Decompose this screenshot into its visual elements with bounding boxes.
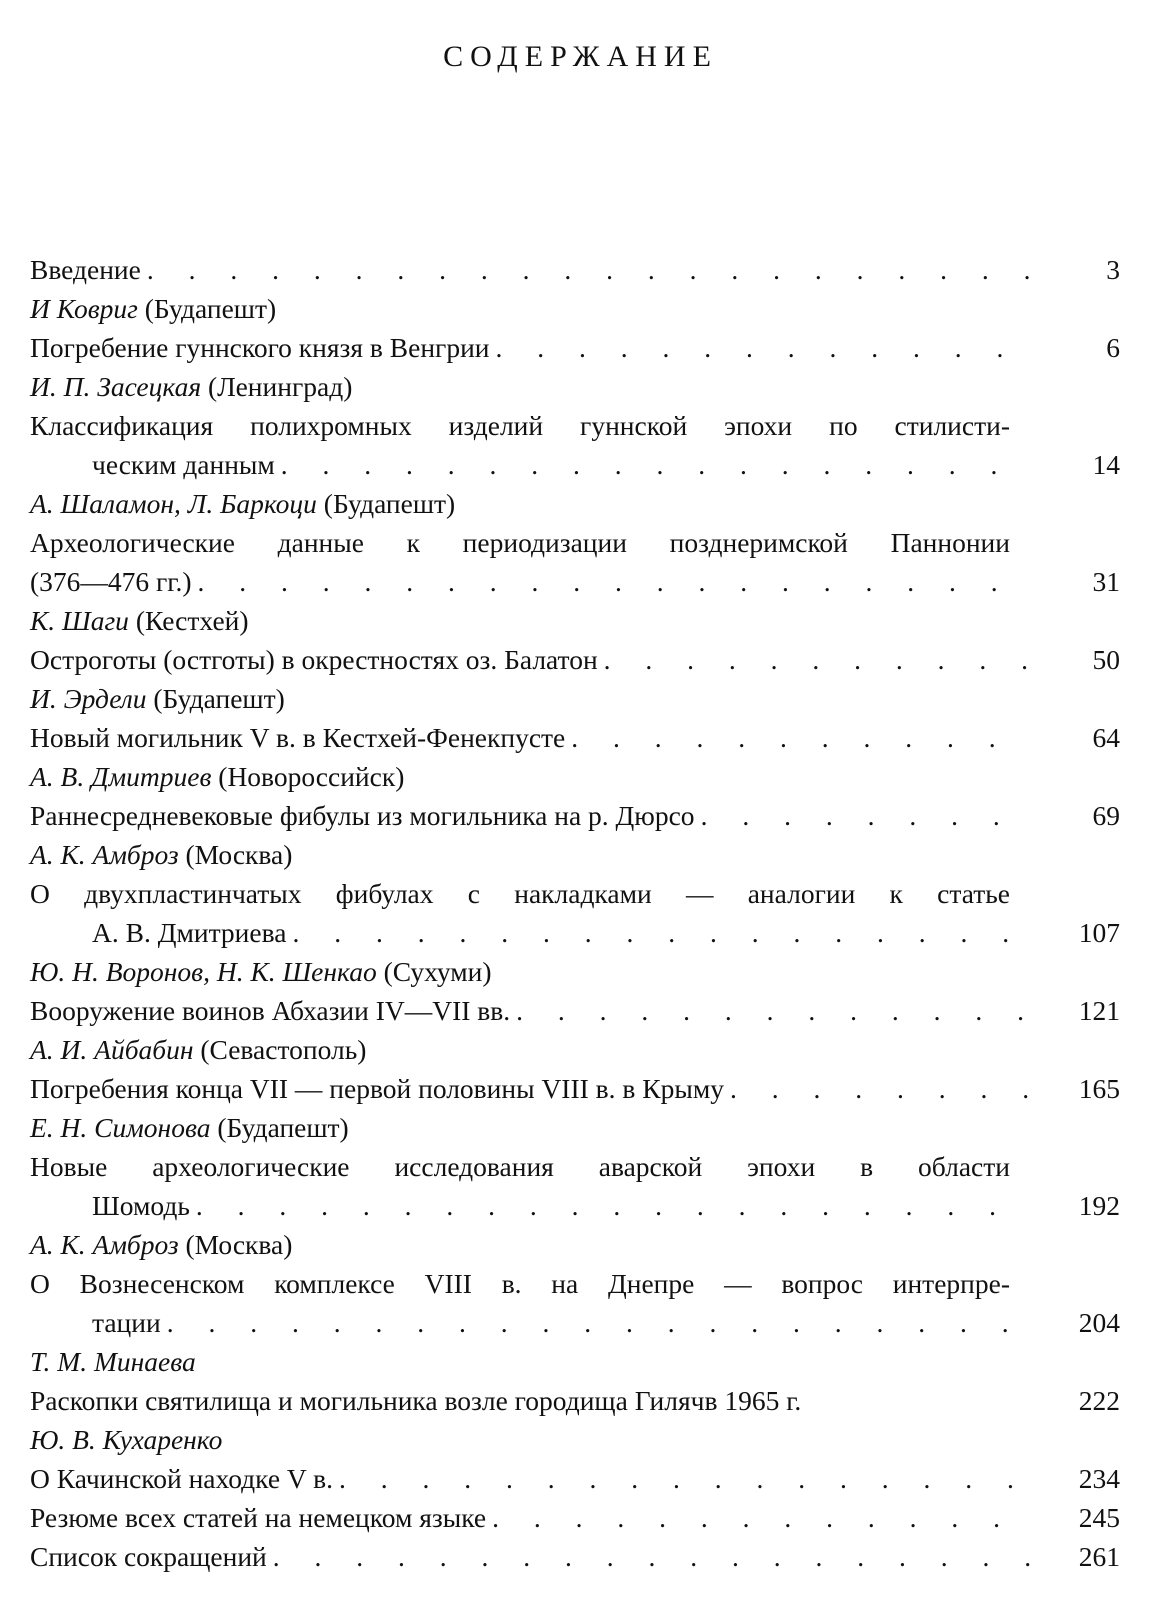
toc-page-number: 3: [1106, 254, 1120, 285]
toc-entry: [30, 1264, 1120, 1342]
toc-entry: [30, 796, 1120, 835]
toc-entry-summary: [30, 1498, 1120, 1537]
toc-entry-title-line1: Классификация полихромных изделий гуннской эпохи по стилисти-: [30, 410, 1010, 441]
toc-page-number: 222: [1078, 1385, 1120, 1416]
author-city: (Будапешт): [144, 293, 277, 324]
toc-author: А. Шаламон, Л. Баркоци (Будапешт): [30, 488, 456, 519]
author-city: (Кестхей): [135, 605, 249, 636]
toc-entry: [30, 523, 1120, 601]
leader-dots: [161, 1303, 1032, 1342]
toc-page-number: 31: [1092, 566, 1120, 597]
leader-dots: [192, 562, 1032, 601]
toc-entry-title-line1: О двухпластинчатых фибулах с накладками — аналогии к статье: [30, 878, 1010, 909]
toc-entry-title-line1: О Вознесенском комплексе VIII в. на Днепре — вопрос интерпре-: [30, 1268, 1010, 1299]
leader-dots: [598, 640, 1032, 679]
toc-page-number: 6: [1106, 332, 1120, 363]
toc-entry-intro: [30, 250, 1120, 289]
toc-entry-title: Раскопки святилища и могильника возле городища Гилячв 1965 г.: [30, 1385, 802, 1416]
toc-entry-title: Введение: [30, 254, 141, 285]
toc-page-number: 192: [1078, 1190, 1120, 1221]
toc-page-number: 121: [1078, 995, 1120, 1026]
page-title: СОДЕРЖАНИЕ: [443, 40, 718, 73]
toc-entry-title: Погребения конца VII — первой половины VIII в. в Крыму: [30, 1073, 724, 1104]
toc-entry-title: Новый могильник V в. в Кестхей-Фенекпусте: [30, 722, 566, 753]
toc-author: И. П. Засецкая (Ленинград): [30, 371, 353, 402]
toc-entry-title: Резюме всех статей на немецком языке: [30, 1502, 487, 1533]
leader-dots: [565, 718, 1032, 757]
toc-entry: [30, 1381, 1120, 1420]
toc-author: А. К. Амброз (Москва): [30, 839, 293, 870]
leader-dots: [267, 1537, 1032, 1576]
leader-dots: [333, 1459, 1032, 1498]
toc-author: А. И. Айбабин (Севастополь): [30, 1034, 367, 1065]
toc-page-number: 234: [1078, 1463, 1120, 1494]
leader-dots: [190, 1186, 1032, 1225]
toc-author: А. К. Амброз (Москва): [30, 1229, 293, 1260]
toc-author: Е. Н. Симонова (Будапешт): [30, 1112, 349, 1143]
toc-entry: [30, 874, 1120, 952]
author-city: (Сухуми): [383, 956, 492, 987]
toc-page-number: 50: [1092, 644, 1120, 675]
leader-dots: [286, 913, 1032, 952]
toc-entry-abbreviations: [30, 1537, 1120, 1576]
toc-page-number: 107: [1078, 917, 1120, 948]
toc-page-number: 64: [1092, 722, 1120, 753]
toc-entry-title: Погребение гуннского князя в Венгрии: [30, 332, 490, 363]
leader-dots: [490, 328, 1033, 367]
toc-entry: [30, 1147, 1120, 1225]
author-city: (Ленинград): [207, 371, 353, 402]
author-city: (Будапешт): [217, 1112, 349, 1143]
toc-entry-title: О Качинской находке V в.: [30, 1463, 334, 1494]
toc-entry: [30, 718, 1120, 757]
leader-dots: [486, 1498, 1032, 1537]
toc-entry-title-line1: Археологические данные к периодизации позднеримской Паннонии: [30, 527, 1010, 558]
leader-dots: [275, 445, 1032, 484]
toc-entry-title-line2: тации: [92, 1307, 161, 1338]
toc-entry-title-line2: (376—476 гг.): [30, 566, 192, 597]
toc-entry-title-line2: А. В. Дмитриева: [92, 917, 287, 948]
toc-author: Ю. В. Кухаренко: [30, 1424, 223, 1455]
toc-page-number: 69: [1092, 800, 1120, 831]
leader-dots: [695, 796, 1032, 835]
leader-dots: [510, 991, 1032, 1030]
toc-entry: [30, 1459, 1120, 1498]
author-city: (Будапешт): [153, 683, 285, 714]
toc-entry-title-line2: Шомодь: [92, 1190, 190, 1221]
toc-author: Т. М. Минаева: [30, 1346, 196, 1377]
author-city: (Москва): [185, 1229, 293, 1260]
toc-author: И. Эрдели (Будапешт): [30, 683, 285, 714]
toc-page-number: 261: [1078, 1541, 1120, 1572]
toc-page-number: 165: [1078, 1073, 1120, 1104]
toc-entry: [30, 640, 1120, 679]
toc-page-number: 14: [1092, 449, 1120, 480]
author-city: (Москва): [185, 839, 293, 870]
toc-entry: [30, 406, 1120, 484]
toc-entry-title-line2: ческим данным: [92, 449, 275, 480]
toc-entry: [30, 328, 1120, 367]
leader-dots: [141, 250, 1032, 289]
toc-author: К. Шаги (Кестхей): [30, 605, 249, 636]
leader-dots: [724, 1069, 1032, 1108]
toc-entry: [30, 991, 1120, 1030]
toc-author: И Ковриг (Будапешт): [30, 293, 277, 324]
toc-author: А. В. Дмитриев (Новороссийск): [30, 761, 405, 792]
toc-entry-title: Список сокращений: [30, 1541, 267, 1572]
toc-author: Ю. Н. Воронов, Н. К. Шенкао (Сухуми): [30, 956, 492, 987]
author-city: (Севастополь): [200, 1034, 367, 1065]
table-of-contents: [30, 250, 1120, 1576]
toc-entry-title: Раннесредневековые фибулы из могильника на р. Дюрсо: [30, 800, 695, 831]
toc-page-number: 245: [1078, 1502, 1120, 1533]
toc-entry-title: Остроготы (остготы) в окрестностях оз. Балатон: [30, 644, 598, 675]
author-city: (Будапешт): [323, 488, 456, 519]
toc-entry: [30, 1069, 1120, 1108]
toc-entry-title: Вооружение воинов Абхазии IV—VII вв.: [30, 995, 511, 1026]
toc-page-number: 204: [1078, 1307, 1120, 1338]
toc-entry-title-line1: Новые археологические исследования аварской эпохи в области: [30, 1151, 1010, 1182]
author-city: (Новороссийск): [218, 761, 405, 792]
